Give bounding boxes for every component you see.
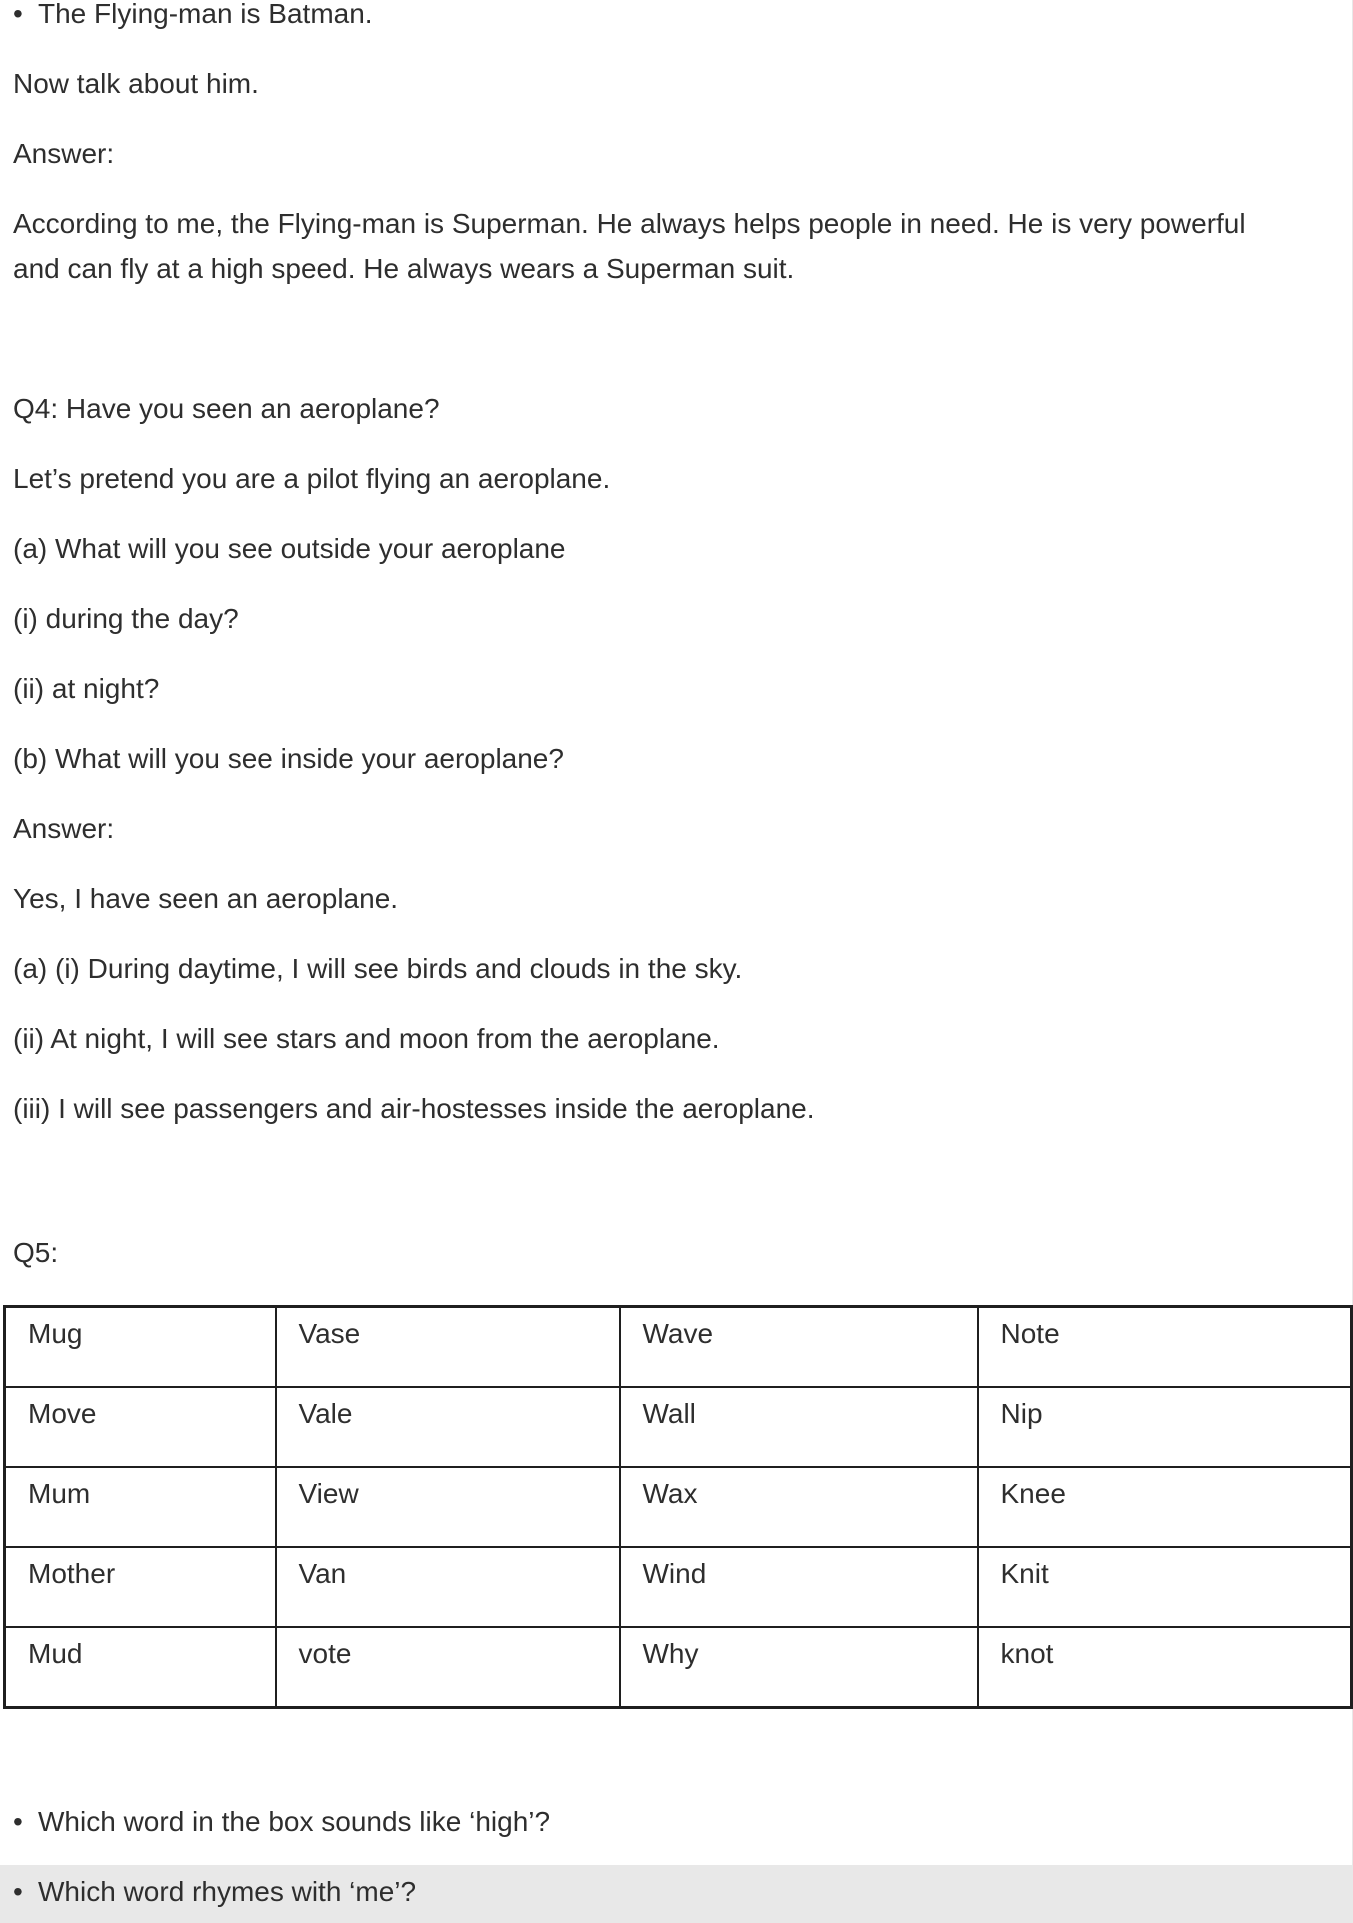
table-cell: Mug xyxy=(5,1307,276,1388)
q4-heading: Q4: Have you seen an aeroplane? xyxy=(13,393,440,424)
q5-bullet-item-high xyxy=(13,1709,1352,1844)
table-cell: Move xyxy=(5,1387,276,1467)
q4-part-a: (a) What will you see outside your aeroplane xyxy=(13,533,566,564)
table-cell: Knit xyxy=(978,1547,1352,1627)
q5-heading: Q5: xyxy=(13,1237,59,1268)
q4-part-a-ii: (ii) at night? xyxy=(13,673,160,704)
q4-part-b: (b) What will you see inside your aeroplane? xyxy=(13,743,564,774)
q5-question-high: Which word in the box sounds like ‘high’? xyxy=(38,1806,551,1837)
q4-intro: Let’s pretend you are a pilot flying an aeroplane. xyxy=(13,463,611,494)
table-cell: Vase xyxy=(276,1307,620,1388)
table-cell: Mother xyxy=(5,1547,276,1627)
intro-answer-label: Answer: xyxy=(13,138,115,169)
intro-answer-line-2: and can fly at a high speed. He always wears a Superman suit. xyxy=(13,253,795,284)
table-row xyxy=(5,1467,1352,1547)
table-cell: Note xyxy=(978,1307,1352,1388)
intro-answer-line-1: According to me, the Flying-man is Superman. He always helps people in need. He is very powerful xyxy=(13,208,1246,239)
table-row xyxy=(5,1547,1352,1627)
table-row xyxy=(5,1307,1352,1388)
intro-bullet-item xyxy=(13,0,1352,36)
intro-answer-paragraph xyxy=(13,201,1352,291)
table-cell: Knee xyxy=(978,1467,1352,1547)
table-cell: Wave xyxy=(620,1307,978,1388)
table-cell: Nip xyxy=(978,1387,1352,1467)
q4-answer-line-4: (iii) I will see passengers and air-hostesses inside the aeroplane. xyxy=(13,1093,815,1124)
q5-bullet-item-me xyxy=(13,1869,1352,1914)
table-cell: Wax xyxy=(620,1467,978,1547)
table-cell: Wind xyxy=(620,1547,978,1627)
q4-answer-line-3: (ii) At night, I will see stars and moon from the aeroplane. xyxy=(13,1023,720,1054)
bullet-marker: • xyxy=(13,1876,23,1907)
table-cell: Mum xyxy=(5,1467,276,1547)
q4-answer-line-2: (a) (i) During daytime, I will see birds and clouds in the sky. xyxy=(13,953,743,984)
q5-question-me: Which word rhymes with ‘me’? xyxy=(38,1876,417,1907)
table-row xyxy=(5,1387,1352,1467)
table-cell: Wall xyxy=(620,1387,978,1467)
table-cell: Mud xyxy=(5,1627,276,1708)
table-cell: Van xyxy=(276,1547,620,1627)
intro-statement: The Flying-man is Batman. xyxy=(38,0,373,29)
word-box-table xyxy=(3,1305,1353,1709)
q4-part-a-i: (i) during the day? xyxy=(13,603,239,634)
table-cell: View xyxy=(276,1467,620,1547)
intro-prompt: Now talk about him. xyxy=(13,68,259,99)
table-cell: Vale xyxy=(276,1387,620,1467)
table-cell: knot xyxy=(978,1627,1352,1708)
bullet-marker: • xyxy=(13,1806,23,1837)
q4-answer-line-1: Yes, I have seen an aeroplane. xyxy=(13,883,399,914)
table-row xyxy=(5,1627,1352,1708)
table-cell: vote xyxy=(276,1627,620,1708)
q4-answer-label: Answer: xyxy=(13,813,115,844)
bullet-marker: • xyxy=(13,0,23,29)
table-cell: Why xyxy=(620,1627,978,1708)
